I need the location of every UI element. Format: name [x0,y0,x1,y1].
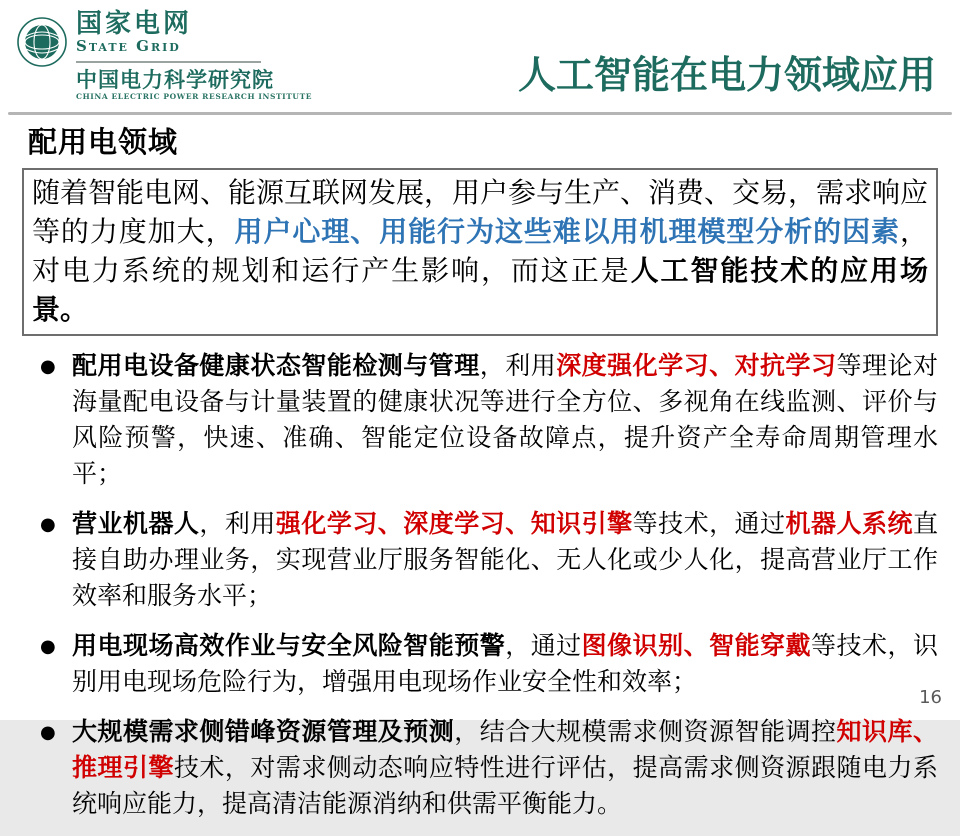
bullet-dot-icon: ● [40,356,56,377]
intro-segment: ，对电力系统的规划和运行产生影响，而这正是 [32,215,928,287]
state-grid-globe-icon [16,16,68,68]
page-number: 16 [919,687,942,708]
institute-name-zh: 中国电力科学研究院 [76,68,274,92]
bullet-text: 直接自助办理业务，实现营业厅服务智能化、无人化或少人化，提高营业厅工作效率和服务水平； [72,509,938,610]
intro-segment: 随着智能电网、能源互联网发展，用户参与生产、消费、交易，需求响应等的力度加大， [32,176,929,248]
bullet-item-demand-side [28,714,938,822]
logo-name-zh: 国家电网 [76,9,193,39]
bullet-text: 技术，对需求侧动态响应特性进行评估，提高需求侧资源跟随电力系统响应能力，提高清洁能源消纳和供需平衡能力。 [72,753,938,818]
bullet-dot-icon: ● [40,636,56,657]
slide-title: 人工智能在电力领域应用 [517,53,936,97]
bullet-lead: 大规模需求侧错峰资源管理及预测 [72,717,455,746]
bullet-text: ，利用 [479,351,557,380]
intro-text-box [22,168,938,336]
bullet-text: 等理论对海量配电设备与计量装置的健康状况等进行全方位、多视角在线监测、评价与风险预警，快速、准确、智能定位设备故障点，提升资产全寿命周期管理水平； [72,351,938,488]
state-grid-logo [16,10,312,102]
bullet-item-site-safety [28,628,938,700]
bullet-highlight-red: 强化学习、深度学习、知识引擎 [275,509,633,538]
bullet-lead: 配用电设备健康状态智能检测与管理 [72,351,480,380]
bullet-highlight-red: 深度强化学习、对抗学习 [556,351,837,380]
bullet-item-service-robot [28,506,938,614]
bullet-item-device-health [28,348,938,492]
header-divider [8,112,952,115]
bullet-text: ，结合大规模需求侧资源智能调控 [454,717,837,746]
section-title: 配用电领域 [28,125,179,159]
bullet-text: 等技术，通过 [632,509,786,538]
logo-name-en: State Grid [76,37,181,55]
bullet-dot-icon: ● [40,722,56,743]
slide-header [0,0,960,111]
bullet-highlight-red: 图像识别、智能穿戴 [581,631,812,660]
bullet-highlight-red: 机器人系统 [785,509,913,538]
bullet-highlight-red: 知识库、推理引擎 [72,717,938,782]
bullet-text: ，通过 [505,631,582,660]
bullet-text: 等技术，识别用电现场危险行为，增强用电现场作业安全性和效率； [72,631,938,696]
bullet-lead: 营业机器人 [72,509,200,538]
slide-body [28,122,938,836]
logo-text [76,10,312,102]
intro-segment-bold: 人工智能技术的应用场景。 [32,254,928,326]
intro-segment-highlight-blue: 用户心理、用能行为这些难以用机理模型分析的因素 [234,215,900,248]
bullet-dot-icon: ● [40,514,56,535]
logo-divider [76,61,261,63]
bullet-text: ，利用 [199,509,276,538]
bullet-list [28,348,938,822]
bullet-lead: 用电现场高效作业与安全风险智能预警 [72,631,506,660]
institute-name-en: CHINA ELECTRIC POWER RESEARCH INSTITUTE [76,92,313,101]
